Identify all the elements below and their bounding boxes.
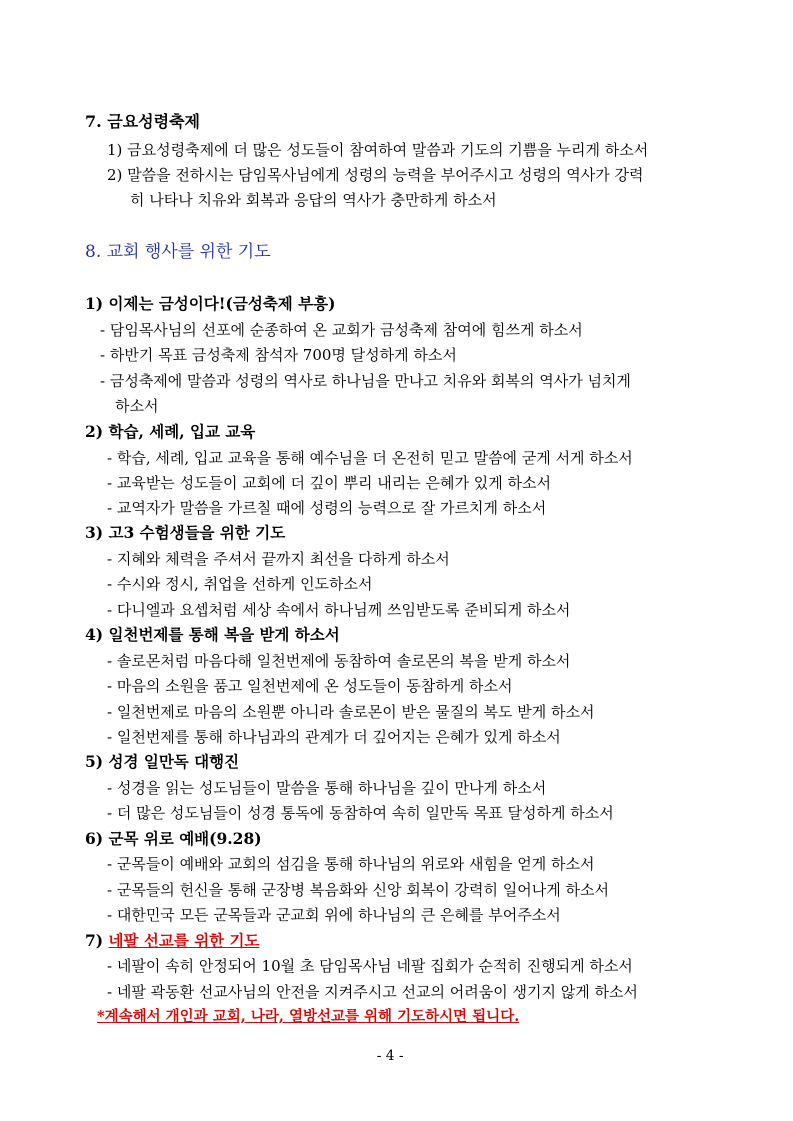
- subsection-7-item-1: - 네팔이 속히 안정되어 10월 초 담임목사님 네팔 집회가 순적히 진행되게 하소서: [107, 957, 633, 975]
- subsection-7-title: 네팔 선교를 위한 기도: [108, 931, 260, 950]
- section-8-title: 8. 교회 행사를 위한 기도: [85, 242, 271, 262]
- subsection-3-item-1: - 지혜와 체력을 주셔서 끝까지 최선을 다하게 하소서: [107, 550, 450, 568]
- section-7-item-1: 1) 금요성령축제에 더 많은 성도들이 참여하여 말씀과 기도의 기쁨을 누리게 하소서: [107, 141, 649, 159]
- subsection-1-item-3: - 금성축제에 말씀과 성령의 역사로 하나님을 만나고 치유와 회복의 역사가 넘치게: [100, 372, 631, 390]
- subsection-6-item-3: - 대한민국 모든 군목들과 군교회 위에 하나님의 큰 은혜를 부어주소서: [107, 906, 561, 924]
- subsection-2-item-3: - 교역자가 말씀을 가르칠 때에 성령의 능력으로 잘 가르치게 하소서: [107, 499, 547, 517]
- subsection-1-item-1: - 담임목사님의 선포에 순종하여 온 교회가 금성축제 참여에 힘쓰게 하소서: [100, 321, 583, 339]
- subsection-5-item-1: - 성경을 읽는 성도님들이 말씀을 통해 하나님을 깊이 만나게 하소서: [107, 779, 547, 797]
- subsection-6-item-1: - 군목들이 예배와 교회의 섬김을 통해 하나님의 위로와 새힘을 얻게 하소서: [107, 855, 595, 873]
- subsection-2-item-1: - 학습, 세례, 입교 교육을 통해 예수님을 더 온전히 믿고 말씀에 굳게 서게 하소서: [107, 449, 633, 467]
- page-number: - 4 -: [376, 1048, 404, 1064]
- subsection-1-title: 1) 이제는 금성이다!(금성축제 부흥): [85, 294, 336, 313]
- subsection-3-item-3: - 다니엘과 요셉처럼 세상 속에서 하나님께 쓰임받도록 준비되게 하소서: [107, 601, 571, 619]
- subsection-6-title: 6) 군목 위로 예배(9.28): [85, 829, 262, 848]
- subsection-4-item-3: - 일천번제로 마음의 소원뿐 아니라 솔로몬이 받은 물질의 복도 받게 하소서: [107, 703, 595, 721]
- section-7-title: 7. 금요성령축제: [85, 112, 201, 131]
- subsection-7-number: 7): [85, 931, 104, 950]
- subsection-6-item-2: - 군목들의 헌신을 통해 군장병 복음화와 신앙 회복이 강력히 일어나게 하소서: [107, 881, 609, 899]
- subsection-1-item-3-cont: 하소서: [115, 397, 159, 415]
- subsection-4-title: 4) 일천번제를 통해 복을 받게 하소서: [85, 625, 340, 644]
- subsection-2-item-2: - 교육받는 성도들이 교회에 더 깊이 뿌리 내리는 은혜가 있게 하소서: [107, 474, 551, 492]
- subsection-7-heading: [85, 931, 259, 951]
- section-7-item-2: 2) 말씀을 전하시는 담임목사님에게 성령의 능력을 부어주시고 성령의 역사가 강력: [107, 166, 644, 184]
- subsection-1-item-2: - 하반기 목표 금성축제 참석자 700명 달성하게 하소서: [100, 346, 457, 364]
- subsection-3-title: 3) 고3 수험생들을 위한 기도: [85, 523, 286, 542]
- closing-note: *계속해서 개인과 교회, 나라, 열방선교를 위해 기도하시면 됩니다.: [97, 1008, 520, 1025]
- section-7-item-2-cont: 히 나타나 치유와 회복과 응답의 역사가 충만하게 하소서: [130, 191, 497, 209]
- subsection-4-item-2: - 마음의 소원을 품고 일천번제에 온 성도들이 동참하게 하소서: [107, 677, 513, 695]
- subsection-5-item-2: - 더 많은 성도님들이 성경 통독에 동참하여 속히 일만독 목표 달성하게 하소서: [107, 804, 614, 822]
- subsection-4-item-4: - 일천번제를 통해 하나님과의 관계가 더 깊어지는 은혜가 있게 하소서: [107, 728, 561, 746]
- subsection-5-title: 5) 성경 일만독 대행진: [85, 752, 240, 771]
- subsection-7-item-2: - 네팔 곽동환 선교사님의 안전을 지켜주시고 선교의 어려움이 생기지 않게 하소서: [107, 983, 638, 1001]
- subsection-2-title: 2) 학습, 세례, 입교 교육: [85, 422, 256, 441]
- subsection-4-item-1: - 솔로몬처럼 마음다해 일천번제에 동참하여 솔로몬의 복을 받게 하소서: [107, 652, 571, 670]
- subsection-3-item-2: - 수시와 정시, 취업을 선하게 인도하소서: [107, 575, 373, 593]
